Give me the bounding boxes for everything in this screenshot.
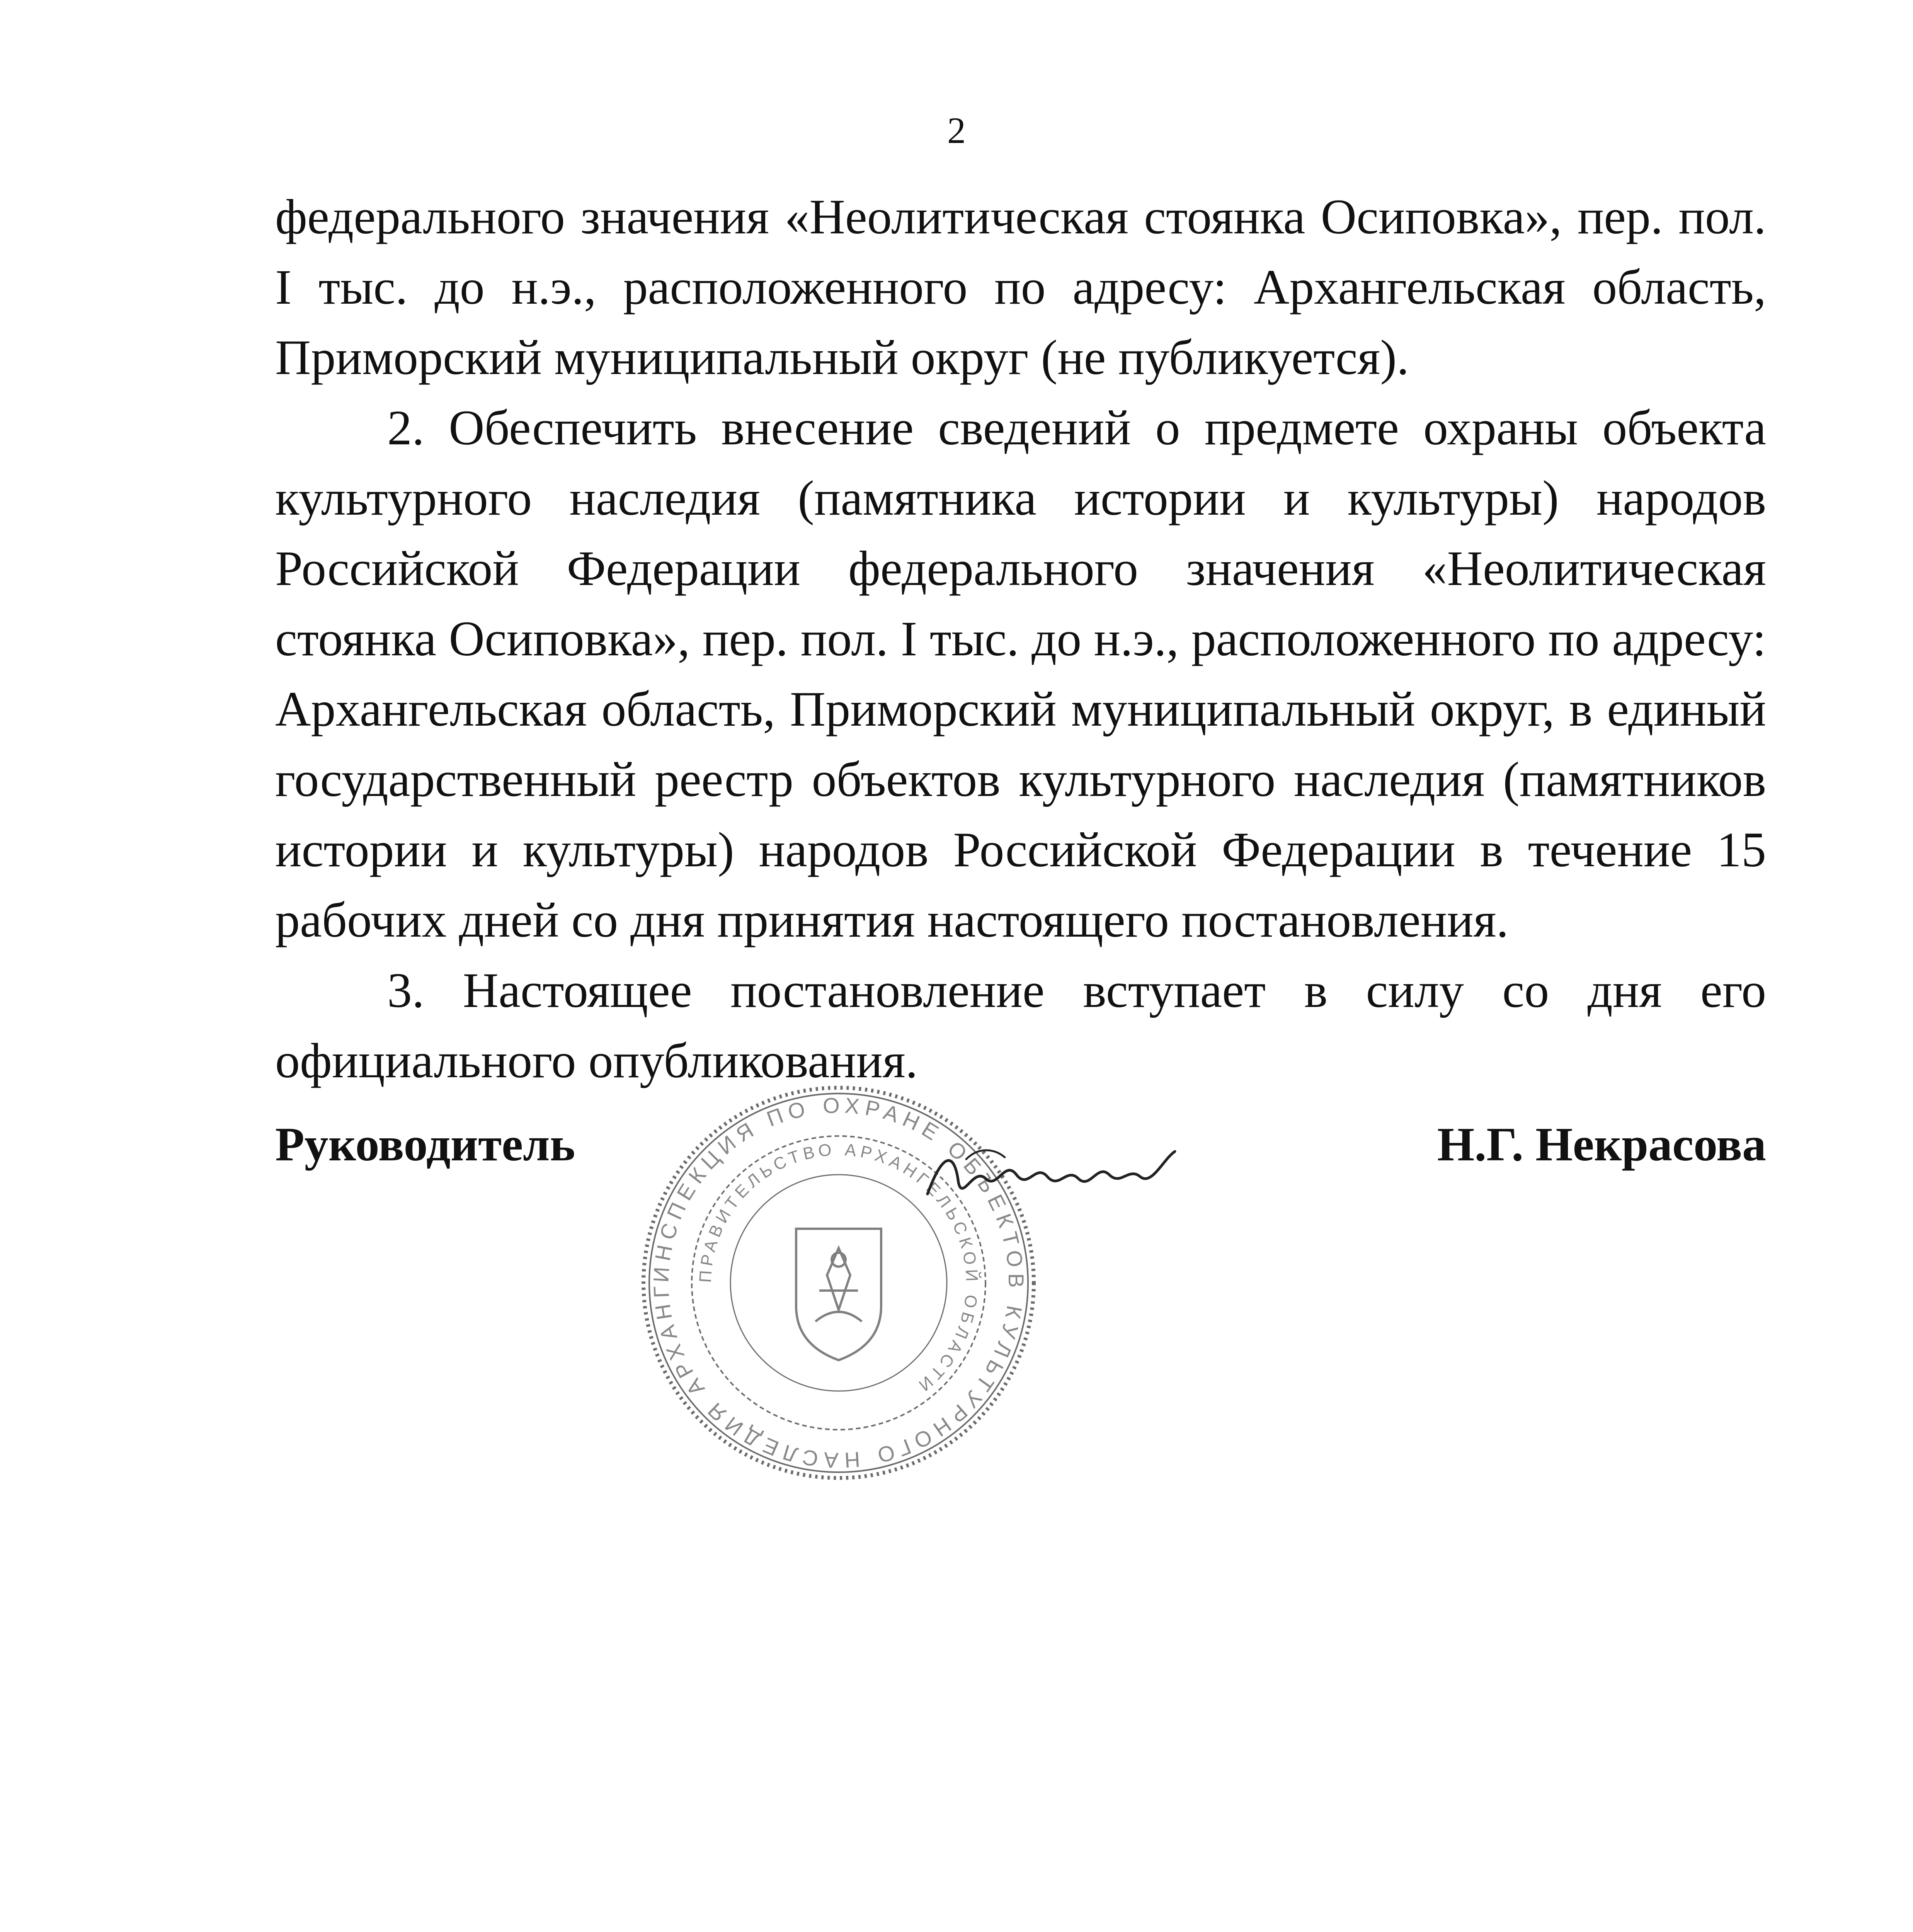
paragraph-item-3: 3. Настоящее постановление вступает в силу со дня его официального опубликования. [275,963,1766,1088]
document-body [275,182,1766,1096]
paragraph-continuation: федерального значения «Неолитическая стоянка Осиповка», пер. пол. I тыс. до н.э., расположенного по адресу: Архангельская область, Приморский муниципальный округ (не публикуется). [275,189,1766,385]
signatory-name: Н.Г. Некрасова [1437,1118,1766,1171]
page-number: 2 [947,110,966,151]
coat-of-arms-icon [796,1229,881,1360]
seal-outer-text: ИНСПЕКЦИЯ ПО ОХРАНЕ ОБЪЕКТОВ КУЛЬТУРНОГО НАСЛЕДИЯ АРХАНГ [648,1093,1029,1473]
seal-inner-text: ПРАВИТЕЛЬСТВО АРХАНГЕЛЬСКОЙ ОБЛАСТИ [696,1140,982,1397]
paragraph-item-2: 2. Обеспечить внесение сведений о предмете охраны объекта культурного наследия (памятника истории и культуры) народов Российской Федерации федерального значения «Неолитическая стоянка Осиповка», пер. пол. I тыс. до н.э., расположенного по адресу: Архангельская область, Приморский муниципальный округ, в единый государственный реестр объектов культурного наследия (памятников истории и культуры) народов Российской Федерации в течение 15 рабочих дней со дня принятия настоящего постановления. [275,400,1766,947]
handwritten-signature [920,1136,1190,1221]
signatory-title: Руководитель [275,1118,575,1171]
